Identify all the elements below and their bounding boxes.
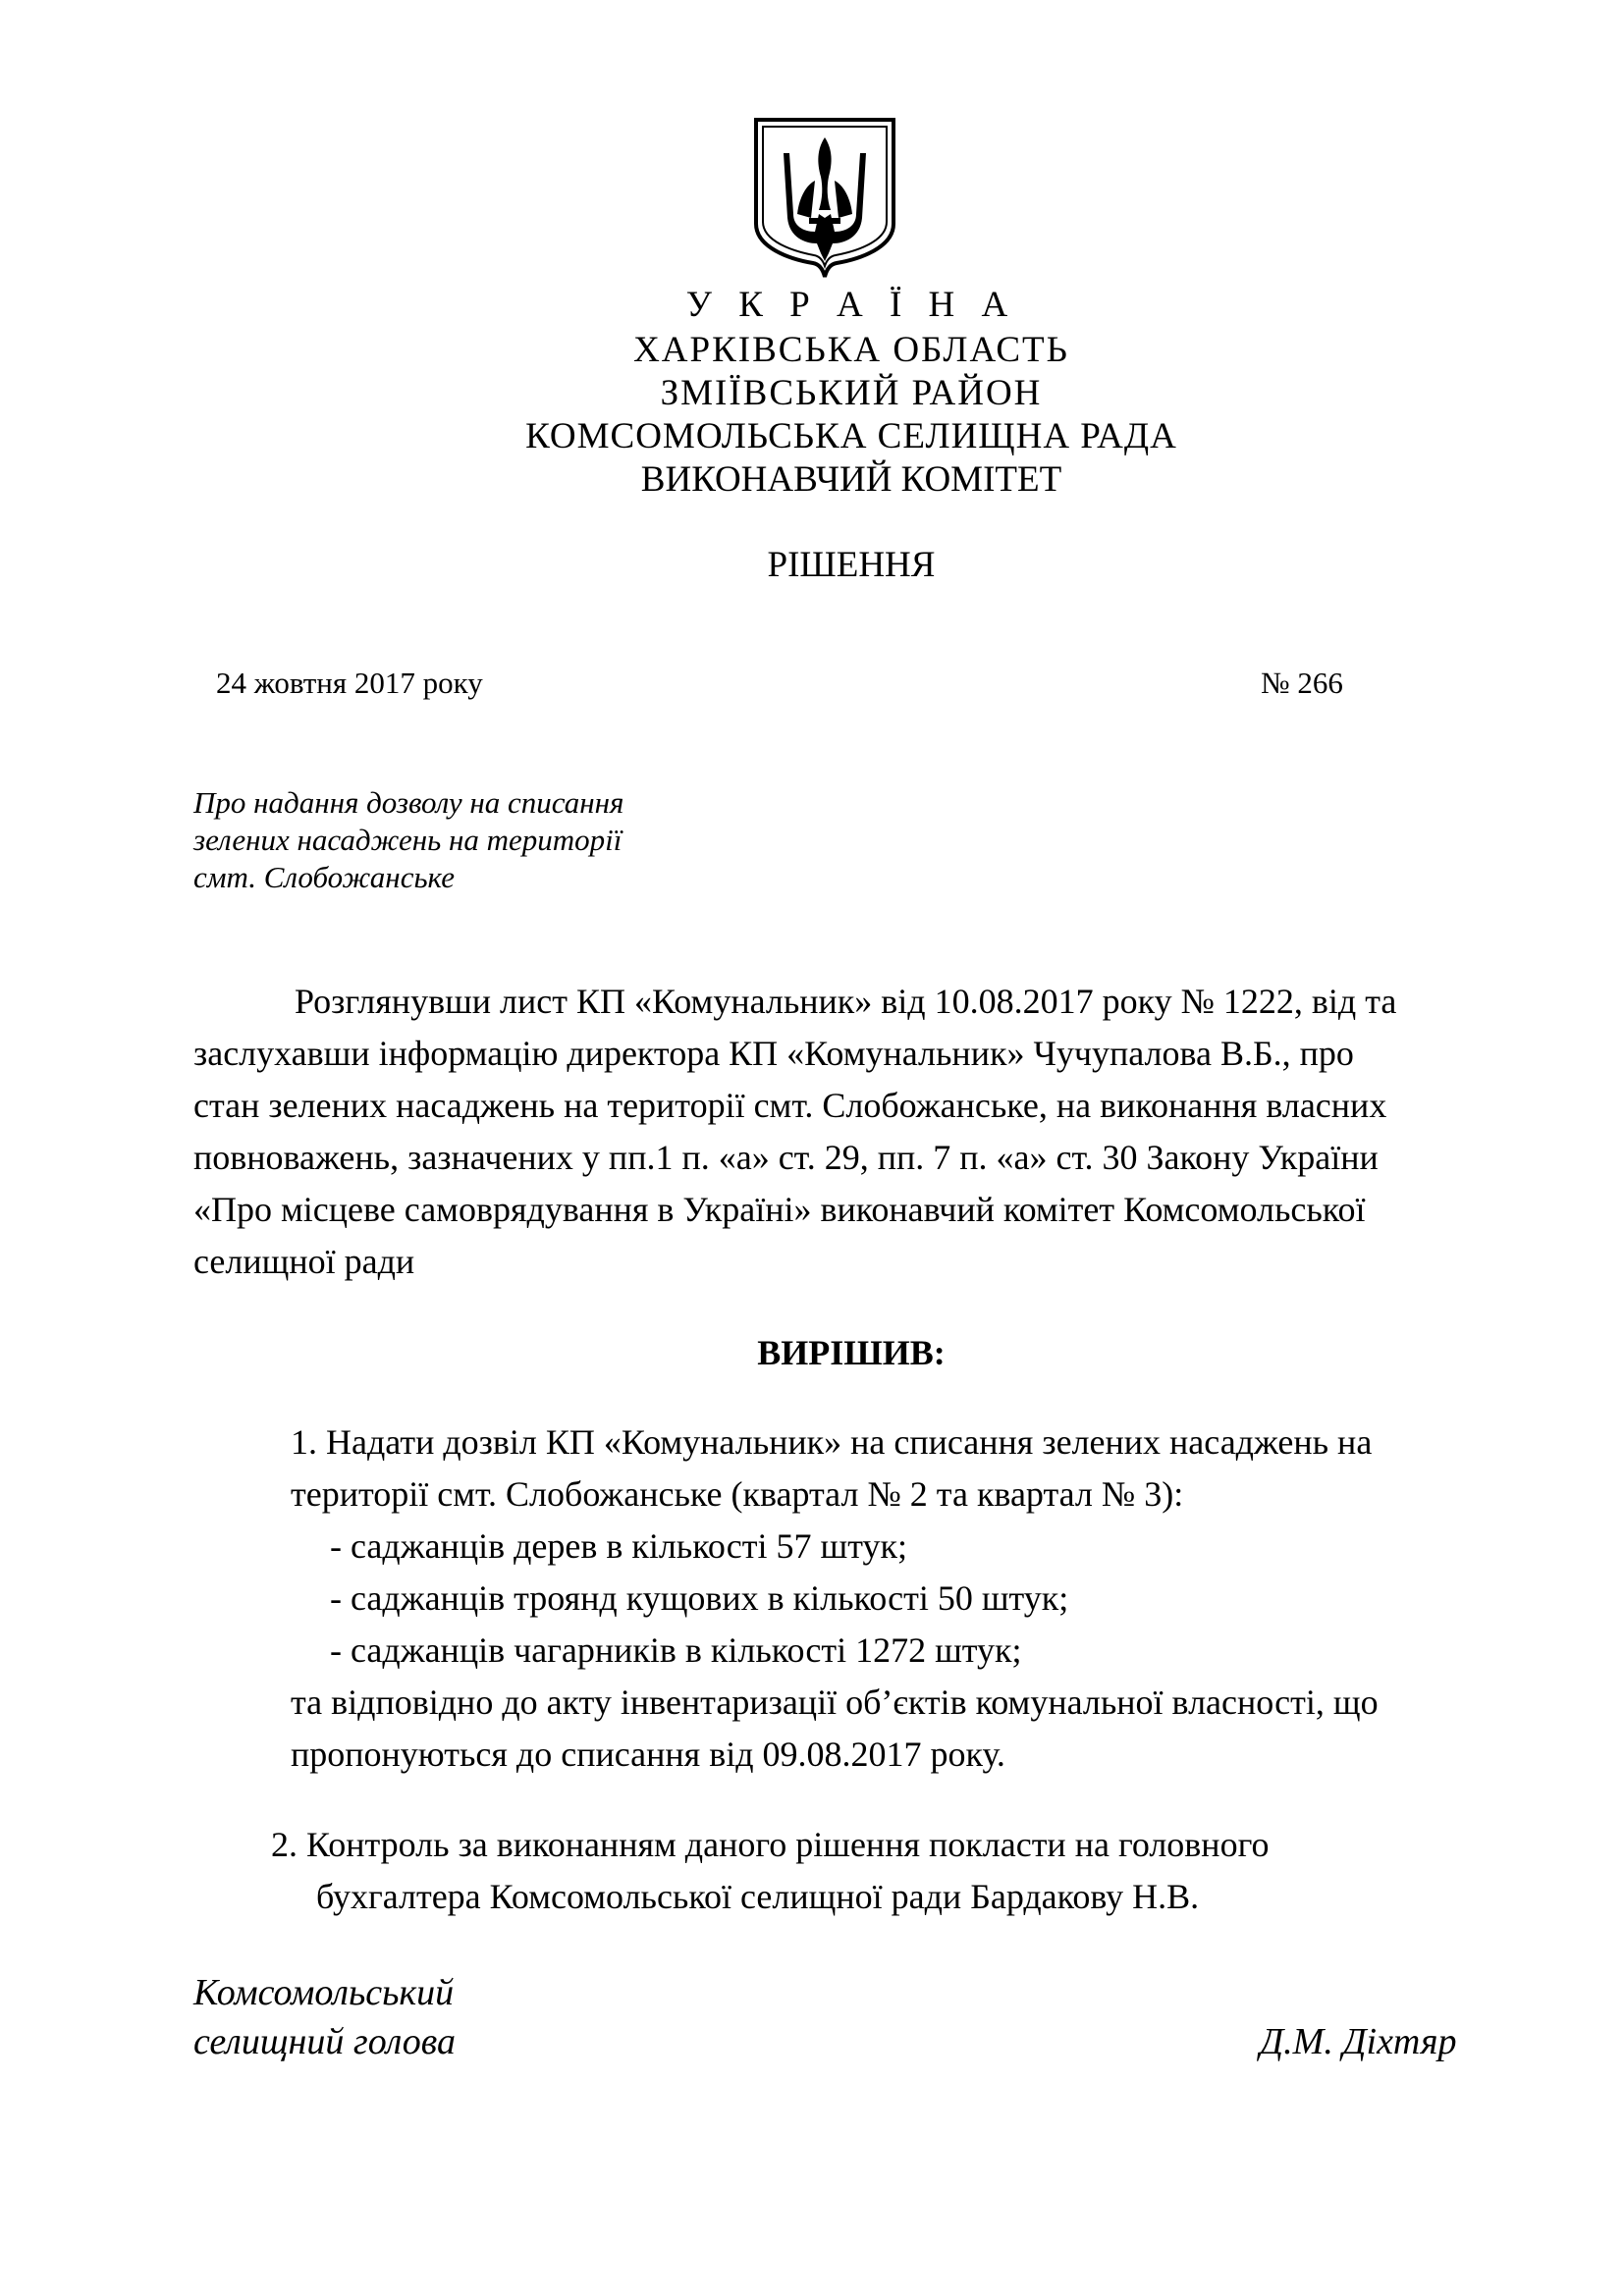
subject-line: Про надання дозволу на списання (193, 785, 624, 820)
decision-date: 24 жовтня 2017 року (216, 666, 483, 700)
header-district: ЗМІЇВСЬКИЙ РАЙОН (660, 373, 1043, 413)
decision-number: № 266 (1261, 666, 1343, 700)
preamble-line: селищної ради (193, 1242, 415, 1281)
document-type: РІШЕННЯ (767, 545, 936, 585)
item-1-line: території смт. Слобожанське (квартал № 2 та квартал № 3): (291, 1474, 1184, 1514)
list-item: - саджанців чагарників в кількості 1272 штук; (330, 1630, 1022, 1670)
signatory-title: Комсомольський (193, 1972, 455, 2013)
preamble-line: стан зелених насаджень на території смт. Слобожанське, на виконання власних (193, 1086, 1387, 1125)
item-1-line: 1. Надати дозвіл КП «Комунальник» на списання зелених насаджень на (291, 1422, 1373, 1462)
item-1-line: пропонуються до списання від 09.08.2017 року. (291, 1735, 1005, 1774)
list-item: - саджанців троянд кущових в кількості 50 штук; (330, 1578, 1069, 1618)
subject-line: смт. Слобожанське (193, 860, 456, 894)
header-region: ХАРКІВСЬКА ОБЛАСТЬ (633, 330, 1069, 370)
preamble-line: повноважень, зазначених у пп.1 п. «а» ст. 29, пп. 7 п. «а» ст. 30 Закону України (193, 1138, 1379, 1177)
item-1-line: та відповідно до акту інвентаризації об’єктів комунальної власності, що (291, 1682, 1379, 1722)
preamble-line: «Про місцеве самоврядування в Україні» виконавчий комітет Комсомольської (193, 1190, 1366, 1229)
signatory-name: Д.М. Діхтяр (1260, 2021, 1457, 2062)
coat-of-arms-icon (750, 116, 899, 281)
signatory-title: селищний голова (193, 2021, 457, 2062)
item-2-line: бухгалтера Комсомольської селищної ради Бардакову Н.В. (316, 1877, 1200, 1916)
preamble-line: Розглянувши лист КП «Комунальник» від 10.08.2017 року № 1222, від та (295, 982, 1397, 1021)
preamble-line: заслухавши інформацію директора КП «Комунальник» Чучупалова В.Б., про (193, 1034, 1354, 1073)
list-item: - саджанців дерев в кількості 57 штук; (330, 1526, 907, 1566)
header-council: КОМСОМОЛЬСЬКА СЕЛИЩНА РАДА (525, 416, 1177, 456)
resolved-heading: ВИРІШИВ: (757, 1333, 946, 1372)
header-country: У К Р А Ї Н А (685, 285, 1017, 325)
subject-line: зелених насаджень на території (193, 823, 623, 857)
item-2-line: 2. Контроль за виконанням даного рішення покласти на головного (271, 1825, 1270, 1864)
header-committee: ВИКОНАВЧИЙ КОМІТЕТ (640, 459, 1062, 500)
